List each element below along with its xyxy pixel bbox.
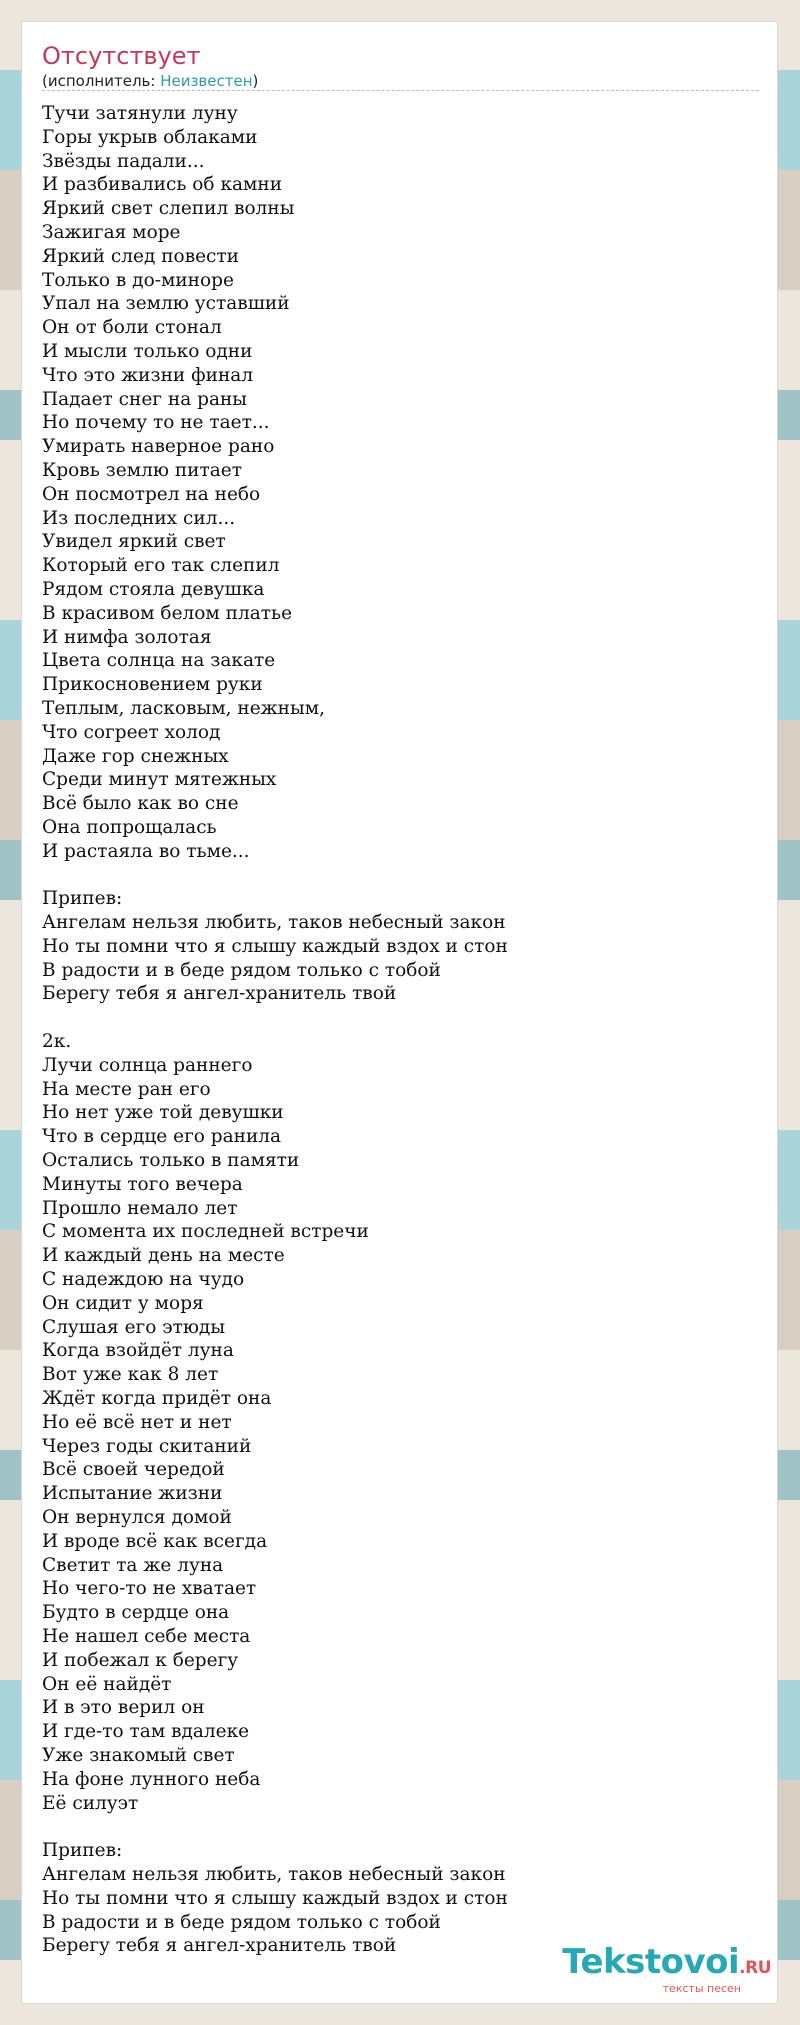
lyric-line: Берегу тебя я ангел-хранитель твой	[42, 1935, 397, 1957]
lyric-line: Берегу тебя я ангел-хранитель твой	[42, 983, 397, 1005]
lyric-line: Он её найдёт	[42, 1673, 172, 1695]
lyric-line: Не нашел себе места	[42, 1626, 251, 1647]
lyric-line: Что это жизни финал	[42, 364, 254, 386]
lyric-line	[42, 1815, 508, 1839]
lyric-line: Ждёт когда придёт она	[42, 1388, 272, 1410]
lyric-line: Горы укрыв облаками	[42, 126, 258, 148]
lyric-line: Теплым, ласковым, нежным,	[42, 697, 326, 719]
lyric-line: Светит та же луна	[42, 1554, 224, 1576]
lyrics-text	[42, 102, 508, 1958]
lyric-line: Умирать наверное рано	[42, 436, 275, 458]
lyric-line: Он посмотрел на небо	[42, 483, 261, 505]
lyric-line: Прикосновением руки	[42, 674, 263, 696]
lyric-line: Среди минут мятежных	[42, 769, 277, 791]
lyric-line: Всё было как во сне	[42, 793, 239, 815]
lyric-line	[42, 864, 508, 888]
logo-subtitle: тексты песен	[662, 1982, 741, 1995]
artist-prefix: (исполнитель:	[42, 72, 161, 90]
lyric-line: Слушая его этюды	[42, 1316, 226, 1338]
lyrics-card	[21, 21, 778, 2004]
lyric-line: И вроде всё как всегда	[42, 1530, 268, 1552]
lyric-line: И мысли только одни	[42, 340, 253, 362]
lyric-line: И побежал к берегу	[42, 1649, 239, 1671]
lyric-line: Остались только в памяти	[42, 1150, 300, 1172]
lyric-line: Но ты помни что я слышу каждый вздох и стон	[42, 935, 508, 957]
lyric-line: Она попрощалась	[42, 816, 217, 838]
lyric-line: Звёзды падали...	[42, 150, 205, 172]
logo-tld: .RU	[739, 1958, 771, 1978]
lyric-line: Припев:	[42, 1840, 123, 1862]
lyric-line: В радости и в беде рядом только с тобой	[42, 1911, 441, 1933]
lyric-line: 2к.	[42, 1031, 72, 1053]
lyric-line: Падает снег на раны	[42, 388, 248, 410]
lyric-line: Но её всё нет и нет	[42, 1411, 232, 1433]
lyric-line: Всё своей чередой	[42, 1459, 225, 1481]
lyric-line: Но ты помни что я слышу каждый вздох и стон	[42, 1887, 508, 1909]
lyric-line: На месте ран его	[42, 1078, 211, 1100]
lyric-line: Он сидит у моря	[42, 1292, 204, 1314]
lyric-line: Будто в сердце она	[42, 1602, 230, 1624]
lyric-line: Увидел яркий свет	[42, 531, 226, 553]
lyric-line: Но нет уже той девушки	[42, 1102, 284, 1124]
lyric-line: Через годы скитаний	[42, 1435, 252, 1457]
lyric-line: В красивом белом платье	[42, 602, 293, 624]
lyric-line: В радости и в беде рядом только с тобой	[42, 959, 441, 981]
lyric-line: Он вернулся домой	[42, 1507, 232, 1529]
lyric-line: И разбивались об камни	[42, 174, 283, 196]
song-title: Отсутствует	[42, 42, 201, 70]
lyric-line: Яркий след повести	[42, 245, 239, 267]
lyric-line: И в это верил он	[42, 1697, 205, 1719]
lyric-line: С момента их последней встречи	[42, 1221, 369, 1243]
lyric-line: Зажигая море	[42, 221, 181, 243]
lyric-line: Даже гор снежных	[42, 745, 229, 767]
lyric-line: Он от боли стонал	[42, 317, 222, 339]
artist-suffix: )	[252, 72, 259, 90]
lyric-line: Ангелам нельзя любить, таков небесный закон	[42, 1863, 506, 1885]
lyric-line: Рядом стояла девушка	[42, 578, 265, 600]
lyric-line: И каждый день на месте	[42, 1245, 285, 1267]
lyric-line: На фоне лунного неба	[42, 1768, 261, 1790]
lyric-line: Прошло немало лет	[42, 1197, 238, 1219]
lyric-line: Когда взойдёт луна	[42, 1340, 234, 1362]
lyric-line: Но чего-то не хватает	[42, 1578, 257, 1600]
lyric-line: Из последних сил...	[42, 507, 236, 529]
lyric-line: И где-то там вдалеке	[42, 1721, 250, 1743]
lyric-line: Упал на землю уставший	[42, 293, 290, 315]
artist-line	[42, 72, 258, 90]
lyric-line: Но почему то не тает...	[42, 412, 270, 434]
lyric-line: Кровь землю питает	[42, 459, 242, 481]
lyric-line: Ангелам нельзя любить, таков небесный закон	[42, 912, 506, 934]
lyric-line: Тучи затянули луну	[42, 103, 238, 124]
artist-link[interactable]: Неизвестен	[160, 72, 253, 90]
lyric-line: Цвета солнца на закате	[42, 650, 276, 672]
lyric-line: Её силуэт	[42, 1792, 139, 1814]
lyric-line: Вот уже как 8 лет	[42, 1364, 219, 1386]
lyric-line: И растаяла во тьме...	[42, 840, 250, 862]
site-logo[interactable]	[562, 1944, 771, 1995]
lyric-line: Который его так слепил	[42, 555, 280, 577]
lyric-line: С надеждою на чудо	[42, 1269, 245, 1291]
lyric-line: Только в до-миноре	[42, 269, 234, 291]
lyric-line: Уже знакомый свет	[42, 1744, 235, 1766]
lyric-line: Минуты того вечера	[42, 1173, 243, 1195]
lyric-line: Что согреет холод	[42, 721, 221, 743]
lyric-line: Припев:	[42, 888, 123, 910]
lyric-line	[42, 1006, 508, 1030]
lyric-line: Испытание жизни	[42, 1483, 223, 1505]
lyric-line: И нимфа золотая	[42, 626, 212, 648]
lyric-line: Что в сердце его ранила	[42, 1126, 282, 1148]
logo-main-text: Tekstovoi	[562, 1942, 740, 1982]
title-divider	[42, 90, 759, 91]
lyric-line: Яркий свет слепил волны	[42, 198, 295, 220]
lyric-line: Лучи солнца раннего	[42, 1054, 253, 1076]
